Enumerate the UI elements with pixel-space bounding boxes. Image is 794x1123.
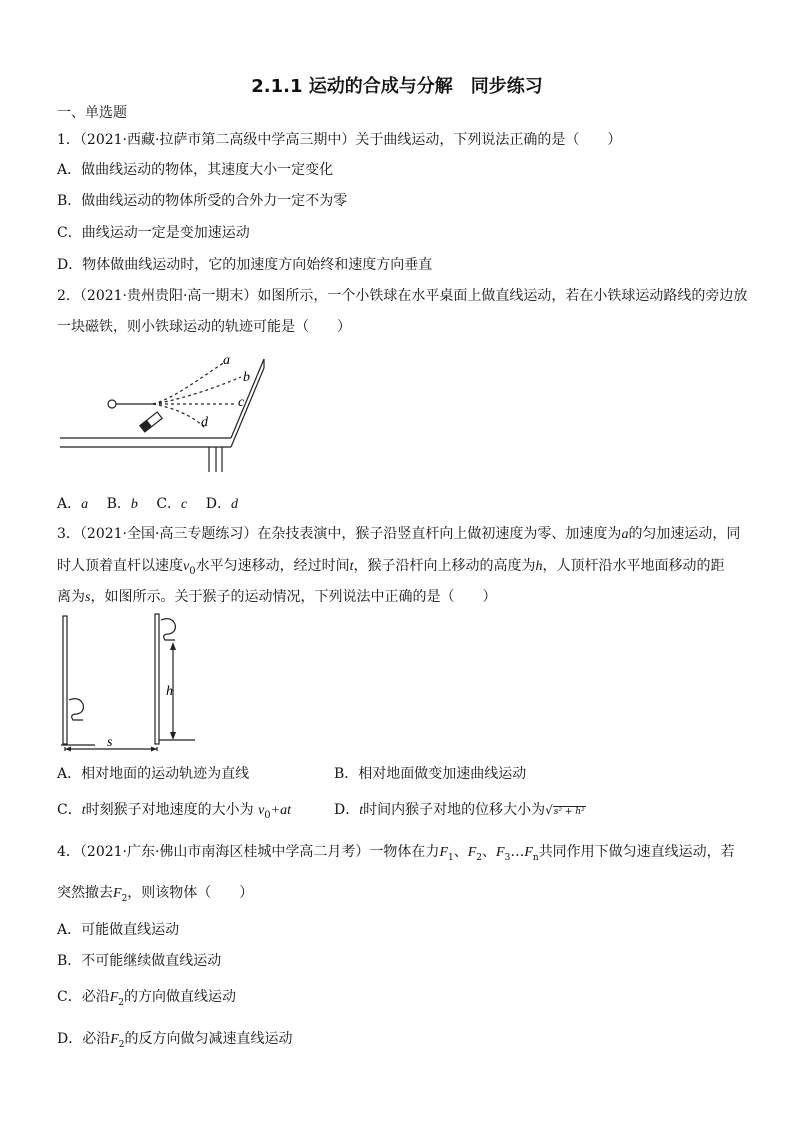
q2-option-d-key: D． [205,496,231,512]
sqrt-radicand: s² + h² [553,807,585,817]
trajectory-a [153,362,225,404]
section-heading: 一、单选题 [57,105,127,121]
monkey-initial [69,699,83,720]
iron-ball [108,400,116,408]
q3-stem-line3: 离为s，如图所示。关于猴子的运动情况，下列说法中正确的是（ ） [57,589,497,605]
q3-option-a: A．相对地面的运动轨迹为直线 [57,766,250,782]
q2-option-d-value: d [230,497,238,512]
label-h: h [166,684,173,699]
q3-stem-line1: 3．（2021·全国·高三专题练习）在杂技表演中，猴子沿竖直杆向上做初速度为零、加速度为a的匀加速运动，同 [57,526,741,542]
q2-option-b-value: b [130,497,138,512]
q2-stem-line1: 2．（2021·贵州贵阳·高一期末）如图所示，一个小铁球在水平桌面上做直线运动，若在小铁球运动路线的旁边放 [57,288,748,304]
q2-options [57,495,238,514]
q1-option-d: D．物体做曲线运动时，它的加速度方向始终和速度方向垂直 [57,257,433,273]
q4-option-b: B．不可能继续做直线运动 [57,953,222,969]
q2-option-b-key: B． [106,496,131,512]
label-a: a [223,353,230,368]
q4-option-d: D．必沿$F_2$的反方向做匀减速直线运动 [57,1031,293,1050]
q1-stem: 1．（2021·西藏·拉萨市第二高级中学高三期中）关于曲线运动，下列说法正确的是（ ） [57,132,622,148]
label-s: s [107,735,113,750]
page-title: 2.1.1 运动的合成与分解 同步练习 [251,76,543,97]
monkey-final [161,619,175,640]
magnet [140,412,162,432]
pole-initial [63,616,67,744]
q4-stem-line1: 4．（2021·广东·佛山市南海区桂城中学高二月考）一物体在力$F_1$、$F_2$、$F_3\dots F_n$共同作用下做匀速直线运动，若 [57,844,735,863]
label-d: d [201,415,208,430]
q1-option-b: B．做曲线运动的物体所受的合外力一定不为零 [57,193,348,209]
q3-option-d: D．t时间内猴子对地的位移大小为√s² + h² [334,802,585,818]
q3-figure-monkey-pole [55,610,200,755]
q4-option-a: A．可能做直线运动 [57,922,180,938]
q2-option-c-value: c [181,497,188,512]
label-c: c [238,395,245,410]
label-b: b [243,370,250,385]
q4-option-c: C．必沿$F_2$的方向做直线运动 [57,989,237,1008]
q2-option-a-value: a [81,497,89,512]
q2-figure-table-magnet [55,350,270,475]
q1-option-a: A．做曲线运动的物体，其速度大小一定变化 [57,162,334,178]
q2-option-c-key: C． [156,496,182,512]
pole-final [155,614,159,744]
q3-option-c: C．t时刻猴子对地速度的大小为 $v_0+at$ [57,802,291,821]
q3-option-b: B．相对地面做变加速曲线运动 [334,766,527,782]
q2-option-a-key: A． [57,496,82,512]
q2-stem-line2: 一块磁铁，则小铁球运动的轨迹可能是（ ） [57,319,351,335]
q4-stem-line2: 突然撤去$F_2$，则该物体（ ） [57,885,254,904]
q1-option-c: C．曲线运动一定是变加速运动 [57,225,250,241]
q3-stem-line2: 时人顶着直杆以速度$v_0$水平匀速移动，经过时间t，猴子沿杆向上移动的高度为h，人顶杆沿水平地面移动的距 [57,558,725,577]
